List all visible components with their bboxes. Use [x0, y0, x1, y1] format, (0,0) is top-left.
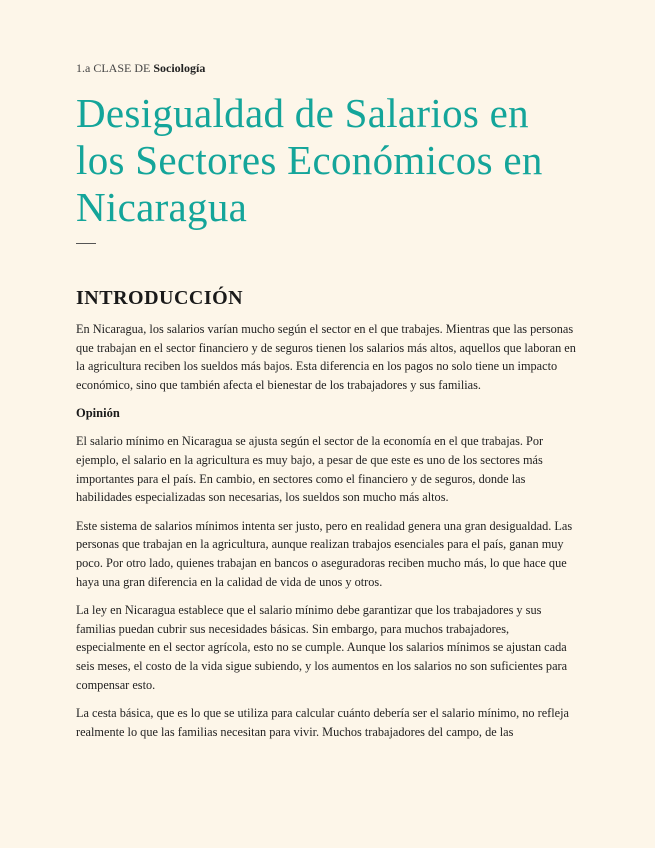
body-paragraph: La cesta básica, que es lo que se utiliza para calcular cuánto debería ser el salario mínimo, no refleja realmente lo que las familias necesitan para vivir. Muchos trabajadores del campo, de las: [76, 706, 570, 739]
intro-paragraph: En Nicaragua, los salarios varían mucho según el sector en el que trabajes. Mientras que las personas que trabajan en el sector financiero y de seguros tienen los salarios más altos, aquellos que laboran en la agricultura reciben los sueldos más bajos. Esta diferencia en los pagos no solo tiene un impacto económico, sino que también afecta el bienestar de los trabajadores y sus familias.: [76, 322, 576, 392]
body-paragraph: Este sistema de salarios mínimos intenta ser justo, pero en realidad genera una gran desigualdad. Las personas que trabajan en la agricultura, aunque realizan trabajos esenciales para el país, ganan muy poco. Por otro lado, quienes trabajan en bancos o aseguradoras reciben mucho más, lo que hace que haya una gran diferencia en la calidad de vida de unos y otros.: [76, 518, 573, 589]
body-paragraph: La ley en Nicaragua establece que el salario mínimo debe garantizar que los trabajadores y sus familias puedan cubrir sus necesidades básicas. Sin embargo, para muchos trabajadores, especialmente en el sector agrícola, esto no se cumple. Aunque los salarios mínimos se ajustan cada seis meses, el costo de la vida sigue subiendo, y los aumentos en los salarios no son suficientes para compensar esto.: [76, 603, 568, 692]
class-label-prefix: 1.a CLASE DE: [76, 61, 154, 75]
class-subject: Sociología: [153, 61, 206, 75]
class-label: [76, 60, 579, 76]
title-divider: [76, 243, 96, 244]
section-heading-introduccion: INTRODUCCIÓN: [76, 287, 244, 309]
document-title: Desigualdad de Salarios en los Sectores Económicos en Nicaragua: [76, 90, 543, 230]
body-paragraph: El salario mínimo en Nicaragua se ajusta según el sector de la economía en el que trabajas. Por ejemplo, el salario en la agricultura es muy bajo, a pesar de que este es uno de los sectores más importantes para el país. En cambio, en sectores como el financiero y de seguros, donde las habilidades especializadas son necesarias, los sueldos son mucho más altos.: [76, 434, 544, 505]
subheading-opinion: Opinión: [76, 406, 120, 421]
